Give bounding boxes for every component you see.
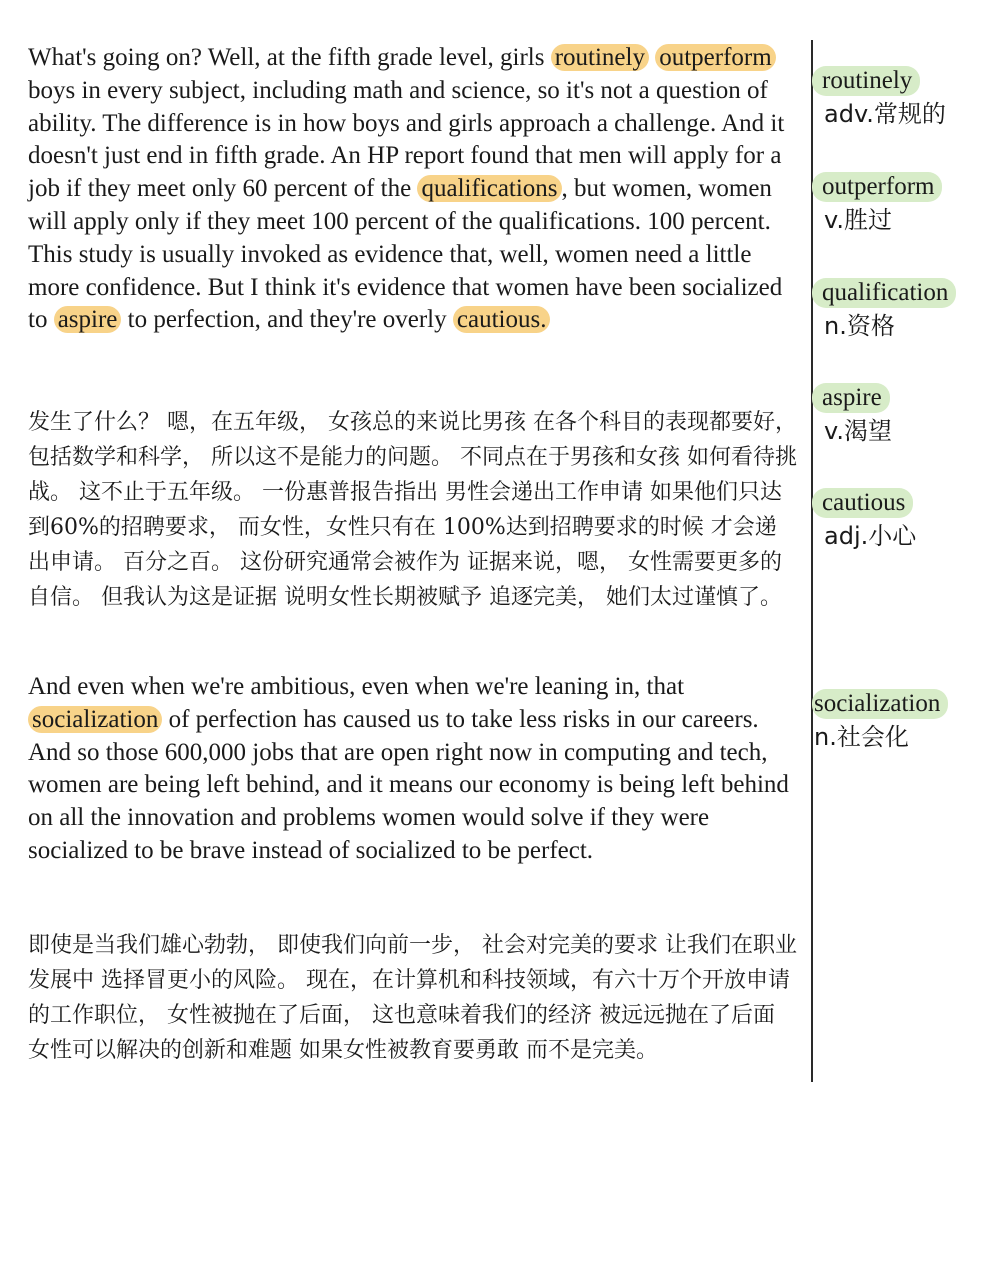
vocab-meaning: n.资格 [824,312,895,340]
vocab-meaning: adj.小心 [824,522,917,550]
vocab-entry-qualification [812,278,987,342]
text-segment: boys in every subject, including math and science, so it's not a question of ability. The difference is in how boys and girls approach a challenge. And it doesn't just end in fifth grade. An HP report found that men will apply for a job if they meet only 60 percent of the [28,76,785,203]
vocab-word: qualification [812,278,956,308]
passage-2-english [28,671,798,868]
text-segment: What's going on? Well, at the fifth grade level, girls [28,44,551,71]
text-segment: to perfection, and they're overly [121,306,453,334]
vocab-meaning: n.社会化 [814,723,909,751]
highlighted-word: outperform [655,44,775,71]
vocab-entry-routinely [812,66,987,130]
vocab-entry-aspire [812,383,987,447]
highlighted-word: routinely [551,44,649,71]
vocab-word: routinely [812,66,920,96]
highlighted-word: cautious. [453,306,551,333]
vocab-meaning: v.渴望 [824,417,892,445]
text-segment: , but women, women will apply only if they meet 100 percent of the qualifications. 100 percent. This study is usually invoked as evidence that, well, women need a little more confidence. But I think it's evidence that women have been socialized to [28,175,783,334]
vocab-meaning: v.胜过 [824,206,892,234]
text-segment: And even when we're ambitious, even when we're leaning in, that [28,673,685,700]
text-segment: of perfection has caused us to take less risks in our careers. And so those 600,000 jobs that are open right now in computing and tech, women are being left behind, and it means our economy is being left behind on all the innovation and problems women would solve if they were socialized to be brave instead of socialized to be perfect. [28,705,789,864]
passage-1-english [28,42,798,337]
vocab-meaning: adv.常规的 [824,100,946,128]
passage-2-chinese: 即使是当我们雄心勃勃， 即使我们向前一步， 社会对完美的要求 让我们在职业发展中 选择冒更小的风险。 现在，在计算机和科技领域，有六十万个开放申请的工作职位， 女性被抛在了后面， 这也意味着我们的经济 被远远抛在了后面 女性可以解决的创新和难题 如果女性被教育要勇敢 而不是完美。 [28,933,797,1063]
vocab-word: aspire [812,383,890,413]
passage-1-chinese: 发生了什么？ 嗯，在五年级， 女孩总的来说比男孩 在各个科目的表现都要好， 包括数学和科学， 所以这不是能力的问题。 不同点在于男孩和女孩 如何看待挑战。 这不止于五年级。 一份惠普报告指出 男性会递出工作申请 如果他们只达到60%的招聘要求， 而女性，女性只有在 100%达到招聘要求的时候 才会递出申请。 百分之百。 这份研究通常会被作为 证据来说，嗯， 女性需要更多的自信。 但我认为这是证据 说明女性长期被赋予 追逐完美， 她们太过谨慎了。 [28,410,797,610]
vocab-entry-outperform [812,172,987,236]
highlighted-word: aspire [54,306,122,333]
highlighted-word: socialization [28,706,162,733]
vocab-entry-cautious [812,488,987,552]
vocab-word: socialization [812,689,948,719]
vocab-entry-socialization [812,689,987,753]
highlighted-word: qualifications [417,175,561,202]
vocab-word: outperform [812,172,942,202]
vocab-word: cautious [812,488,913,518]
